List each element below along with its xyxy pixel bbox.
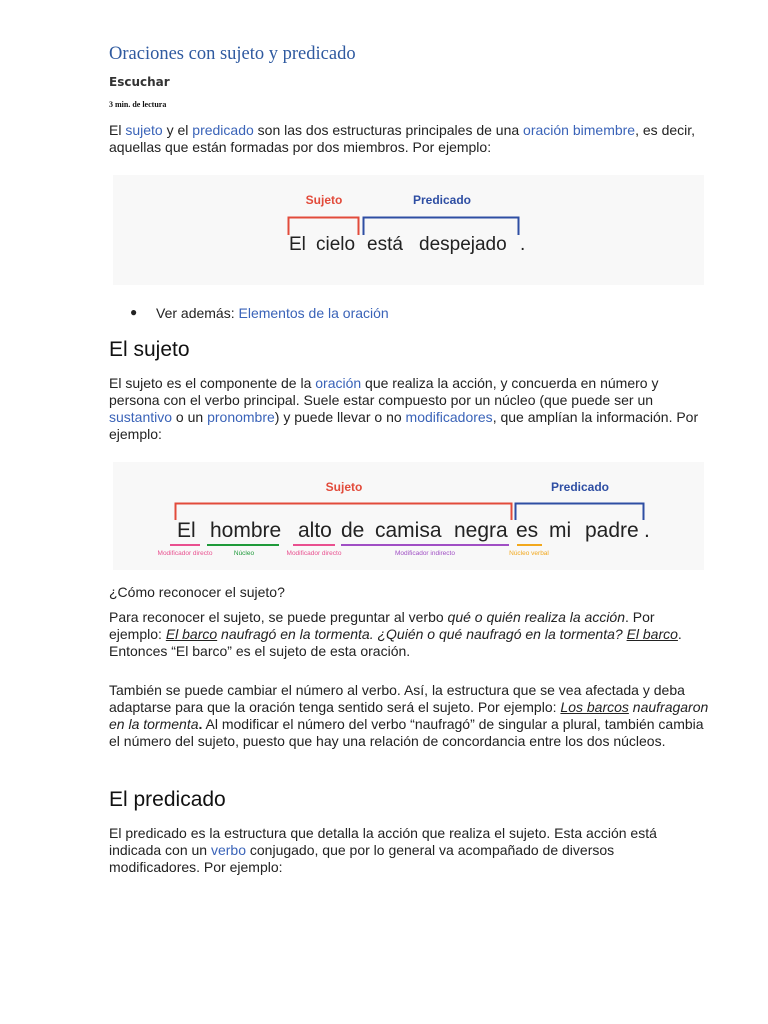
figure1-label-subject: Sujeto bbox=[305, 193, 343, 207]
example-figure-2 bbox=[113, 462, 704, 570]
example-figure-1 bbox=[113, 175, 704, 285]
figure1-subject-bracket bbox=[289, 218, 359, 236]
figure2-word: es bbox=[516, 519, 539, 542]
read-time: 3 min. de lectura bbox=[109, 100, 167, 109]
figure1-word: . bbox=[520, 234, 526, 255]
figure2-subject-bracket bbox=[176, 504, 512, 521]
heading-sujeto: El sujeto bbox=[109, 338, 190, 361]
figure2-label-subject: Sujeto bbox=[325, 480, 363, 494]
link-modificadores[interactable]: modificadores bbox=[405, 409, 493, 425]
recognize-paragraph-1: Para reconocer el sujeto, se puede preguntar al verbo qué o quién realiza la acción. Por ejemplo: El barco naufragó en la tormenta. ¿Quién o qué naufragó en la tormenta? El barco. Entonces “El barco” es el sujeto de esta oración. bbox=[109, 609, 682, 659]
figure2-word: hombre bbox=[210, 519, 282, 542]
heading-predicado: El predicado bbox=[109, 788, 226, 811]
link-oracion[interactable]: oración bbox=[315, 375, 362, 391]
link-verbo[interactable]: verbo bbox=[210, 842, 246, 858]
link-pronombre[interactable]: pronombre bbox=[207, 409, 275, 425]
figure1-word: El bbox=[289, 234, 306, 255]
recognize-question: ¿Cómo reconocer el sujeto? bbox=[109, 584, 285, 600]
tag-nucleus: Núcleo bbox=[233, 550, 255, 557]
figure2-word: . bbox=[644, 519, 650, 542]
figure2-label-predicate: Predicado bbox=[550, 480, 610, 494]
link-elementos-oracion[interactable]: Elementos de la oración bbox=[238, 305, 389, 321]
figure2-word: mi bbox=[549, 519, 572, 542]
page-title: Oraciones con sujeto y predicado bbox=[109, 44, 356, 64]
link-predicado[interactable]: predicado bbox=[192, 122, 254, 138]
tag-verbal-nucleus bbox=[509, 550, 549, 557]
figure1-word: cielo bbox=[316, 234, 356, 255]
tag-verbal-nucleus-text: Núcleo verbal bbox=[509, 550, 549, 557]
link-sustantivo[interactable]: sustantivo bbox=[109, 409, 173, 425]
figure2-word: El bbox=[177, 519, 196, 542]
link-oracion-bimembre[interactable]: oración bimembre bbox=[523, 122, 636, 138]
figure2-word: camisa bbox=[375, 519, 442, 542]
tag-mod-direct-2 bbox=[287, 550, 342, 557]
tag-mod-direct-2-text: Modificador directo bbox=[286, 550, 342, 557]
subject-paragraph: El sujeto es el componente de la oración que realiza la acción, y concuerda en número y persona con el verbo principal. Suele estar compuesto por un núcleo (que puede ser un sustantivo o un pronombre) y puede llevar o no modificadores, que amplían la información. Por ejemplo: bbox=[109, 375, 699, 442]
figure2-word: negra bbox=[454, 519, 508, 542]
tag-mod-direct-1 bbox=[158, 550, 213, 557]
figure2-word: de bbox=[341, 519, 365, 542]
predicate-paragraph: El predicado es la estructura que detalla la acción que realiza el sujeto. Esta acción está indicada con un verbo conjugado, que por lo general va acompañado de diversos modificadores. Por ejemplo: bbox=[109, 825, 657, 875]
recognize-paragraph-2: También se puede cambiar el número al verbo. Así, la estructura que se vea afectada y deba adaptarse para que la oración tenga sentido será el sujeto. Por ejemplo: Los barcos naufragaron en la tormenta. Al modificar el número del verbo “naufragó” de singular a plural, también cambia el número del sujeto, puesto que hay una relación de concordancia entre los dos núcleos. bbox=[109, 682, 709, 749]
intro-paragraph: El sujeto y el predicado son las dos estructuras principales de una oración bimembre, es decir, aquellas que están formadas por dos miembros. Por ejemplo: bbox=[109, 122, 696, 155]
figure2-word: alto bbox=[298, 519, 332, 542]
figure2-predicate-bracket bbox=[516, 504, 644, 521]
see-also-text: Ver además: Elementos de la oración bbox=[156, 305, 389, 321]
figure2-word: padre bbox=[585, 519, 639, 542]
listen-button[interactable]: Escuchar bbox=[109, 75, 170, 89]
figure1-word: está bbox=[367, 234, 403, 255]
figure1-word: despejado bbox=[419, 234, 507, 255]
tag-mod-direct-1-text: Modificador directo bbox=[157, 550, 213, 557]
bullet-dot: ● bbox=[130, 305, 138, 319]
figure1-predicate-bracket bbox=[364, 218, 519, 236]
figure1-label-predicate: Predicado bbox=[412, 193, 472, 207]
tag-mod-indirect: Modificador indirecto bbox=[395, 550, 455, 557]
link-sujeto[interactable]: sujeto bbox=[125, 122, 163, 138]
